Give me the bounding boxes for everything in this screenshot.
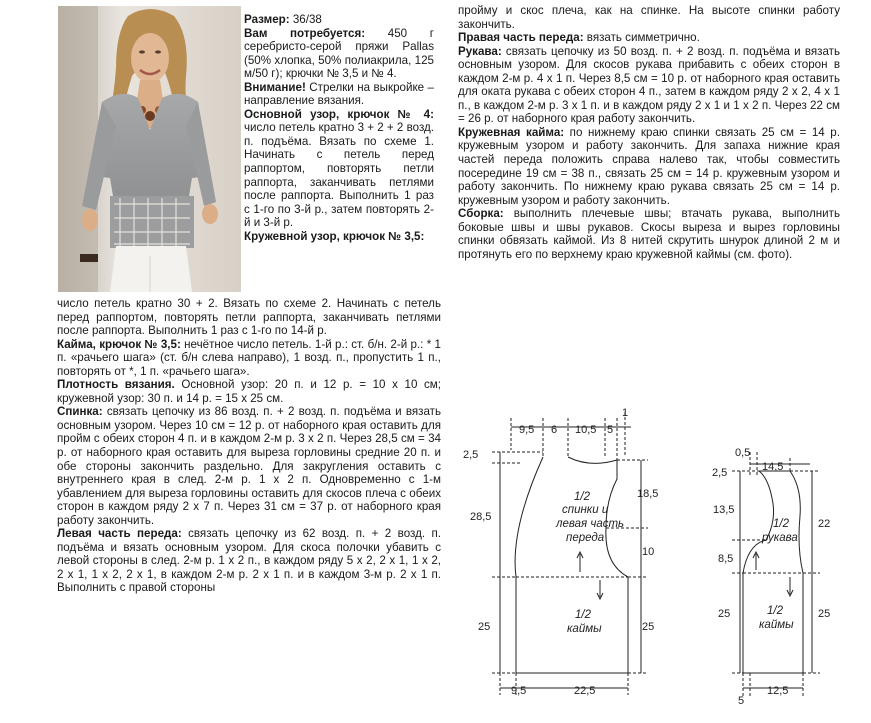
- sleeve-left-dim-2: 13,5: [713, 504, 735, 516]
- body-upper-label-2: спинки и: [562, 504, 609, 516]
- paragraph-lace-border: Кружевная кайма: по нижнему краю спинки связать 25 см = 14 р. кружевным узором и работу закончить. Для запаха нижние края частей переда положить справа налево так, чтобы совместить посередине 19 см = 38 п., связать 25 см = 14 р. кружевным узором и работу закончить. По нижнему краю рукава связать 25 см = 14 р. кружевным узором и работу закончить.: [458, 125, 840, 207]
- body-left-dim-2: 28,5: [470, 511, 492, 523]
- sleeve-top-width-2: 14,5: [762, 461, 784, 473]
- body-right-dim-3: 25: [642, 621, 655, 633]
- sleeve-upper-label-2: рукава: [762, 532, 798, 544]
- paragraph-left-front-cont: пройму и скос плеча, как на спинке. На высоте спинки работу закончить.: [458, 4, 840, 31]
- sleeve-left-dim-4: 25: [718, 608, 731, 620]
- sleeve-lower-label-1: 1/2: [767, 605, 783, 617]
- paragraph-left-front: Левая часть переда: связать цепочку из 62 возд. п. + 2 возд. п. подъёма и вязать основным узором. Для скоса полочки убавить с левой стороны в след. 2-м р. 1 х 2 п., в каждом ряду 5 х 2, 2 х 1, 1 х 2, 2 х 1, 1 х 2, 2 х 1, в каждом 2-м р. 2 х 1 п. и в каждом 3-м р. 2 х 1 п. Выполнить с правой стороны: [57, 527, 441, 595]
- text-column-top: [244, 13, 434, 243]
- body-piece-outline: [515, 457, 628, 673]
- sleeve-lower-label-2: каймы: [759, 619, 794, 631]
- sleeve-left-dim-3: 8,5: [718, 553, 734, 565]
- paragraph-right-front: Правая часть переда: вязать симметрично.: [458, 31, 700, 45]
- body-top-width-2: 6: [551, 424, 558, 436]
- paragraph-attention: Внимание! Стрелки на выкройке – направление вязания.: [244, 80, 434, 108]
- text-column-right: [458, 4, 840, 261]
- paragraph-back: Спинка: связать цепочку из 86 возд. п. + 2 возд. п. подъёма и вязать основным узором. Через 10 см = 12 р. от наборного края оставить для пройм с обеих сторон 4 п. и в каждом 2-м р. 3 х 2 п. Через 28,5 см = 34 р. от наборного края оставить для выреза горловины средние 20 п. и обе стороны закончить раздельно. Для закругления оставить с внутреннего края в след. 2-м р. 1 х 2 п. Одновременно с 1-м убавлением для выреза горловины оставить для скосов плеча с обеих сторон в каждом ряду 2 х 7 п. Через 31 см = 37 р. от наборного края работу закончить.: [57, 405, 441, 527]
- body-top-width-4: 5: [607, 424, 614, 436]
- body-top-width-3: 10,5: [575, 424, 597, 436]
- sleeve-bottom-width-1: 5: [738, 695, 745, 707]
- body-left-dim-1: 2,5: [463, 449, 479, 461]
- paragraph-edging: Кайма, крючок № 3,5: нечётное число петель. 1-й р.: ст. б/н. 2-й р.: * 1 п. «рачьего шага» (ст. б/н слева направо), 1 возд. п., пропустить 1 п., повторять от *, 1 п. «рачьего шага».: [57, 337, 441, 378]
- text-column-left: [57, 297, 441, 595]
- paragraph-materials: Вам потребуется: 450 г серебристо-серой пряжи Pallas (50% хлопка, 50% полиакрила, 125 м/50 г); крючки № 3,5 и № 4.: [244, 26, 434, 81]
- body-right-dim-1: 18,5: [637, 488, 659, 500]
- body-lower-label-2: каймы: [567, 623, 602, 635]
- sleeve-piece-outline: [743, 471, 803, 673]
- sleeve-upper-label-1: 1/2: [773, 518, 789, 530]
- sleeve-bottom-width-2: 12,5: [767, 685, 789, 697]
- body-upper-label-3: левая часть: [556, 518, 625, 530]
- body-left-dim-3: 25: [478, 621, 491, 633]
- body-upper-label-4: переда: [566, 532, 605, 544]
- paragraph-sleeves: Рукава: связать цепочку из 50 возд. п. + 2 возд. п. подъёма и вязать основным узором. Для скосов рукава прибавить с обеих сторон в каждом 2-м р. 4 х 1 п. Через 8,5 см = 10 р. от наборного края оставить для оката рукава с обеих сторон 4 п., затем в каждом ряду 2 х 2, 4 х 1 п., в каждом 2-м р. 3 х 1 п. и в каждом ряду 2 х 1 и 1 х 2 п. Через 22 см = 26 р. от наборного края работу закончить.: [458, 44, 840, 126]
- body-top-width-5: 1: [622, 407, 629, 419]
- body-bottom-width-1: 9,5: [511, 685, 527, 697]
- body-top-width-1: 9,5: [519, 424, 535, 436]
- sleeve-right-dim-1: 22: [818, 518, 831, 530]
- sleeve-right-dim-2: 25: [818, 608, 831, 620]
- sleeve-top-width-1: 0,5: [735, 447, 751, 459]
- paragraph-assembly: Сборка: выполнить плечевые швы; втачать рукава, выполнить боковые швы и швы рукавов. Скосы выреза и вырез горловины спинки обвязать каймой. Из 8 нитей скрутить шнурок длиной 2 м и протянуть его по верхнему краю кружевной каймы (см. фото).: [458, 207, 840, 261]
- body-upper-label-1: 1/2: [574, 491, 590, 503]
- body-right-dim-2: 10: [642, 546, 655, 558]
- sleeve-left-dim-1: 2,5: [712, 467, 728, 479]
- garment-photo: [58, 6, 241, 292]
- paragraph-size: Размер: 36/38: [244, 13, 322, 26]
- body-lower-label-1: 1/2: [575, 609, 591, 621]
- paragraph-main-pattern: Основной узор, крючок № 4: число петель кратно 3 + 2 + 2 возд. п. подъёма. Вязать по схеме 1. Начинать с петель перед раппортом, повторять петли раппорта, заканчивать петлями после раппорта. Выполнить 1 раз с 1-го по 3-й р., затем повторять 2-й и 3-й р.: [244, 107, 434, 230]
- paragraph-gauge: Плотность вязания. Основной узор: 20 п. и 12 р. = 10 х 10 см; кружевной узор: 30 п. и 14 р. = 15 х 25 см.: [57, 378, 441, 405]
- body-bottom-width-2: 22,5: [574, 685, 596, 697]
- paragraph-lace-pattern-heading: Кружевной узор, крючок № 3,5:: [244, 229, 425, 243]
- paragraph-lace-pattern: число петель кратно 30 + 2. Вязать по схеме 2. Начинать с петель перед раппортом, повторять петли раппорта, заканчивать петлями после раппорта. Выполнить 1 раз с 1-го по 14-й р.: [57, 297, 441, 338]
